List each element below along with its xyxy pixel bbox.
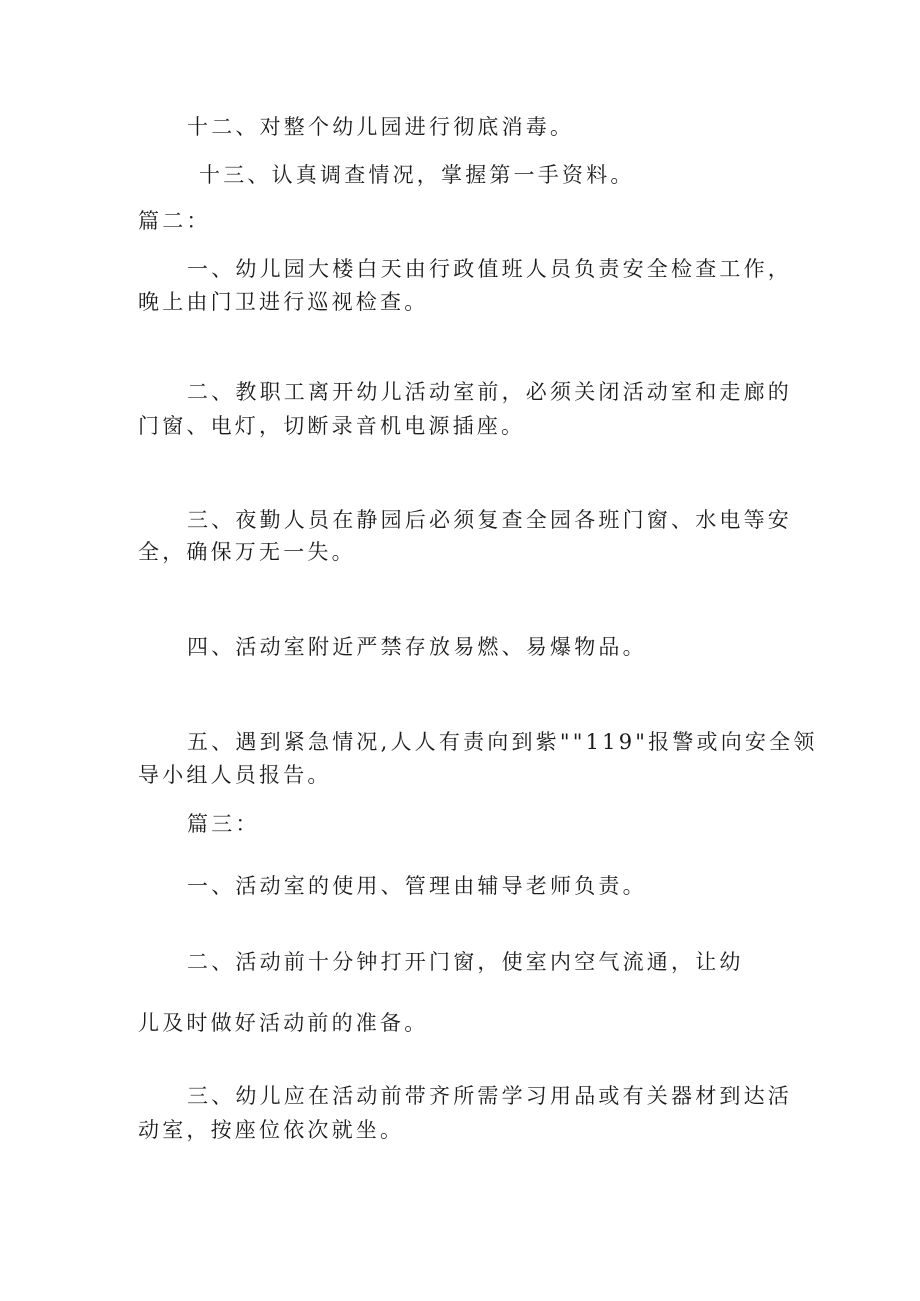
s2-item-3-line-1: 三、夜勤人员在静园后必须复查全园各班门窗、水电等安 — [187, 508, 792, 532]
s3-item-3-line-1: 三、幼儿应在活动前带齐所需学习用品或有关器材到达活 — [187, 1084, 792, 1108]
s2-item-3-line-2: 全，确保万无一失。 — [138, 540, 356, 564]
s3-item-2-line-2: 儿及时做好活动前的准备。 — [138, 1011, 429, 1035]
s3-item-3-line-2: 动室，按座位依次就坐。 — [138, 1118, 405, 1142]
s2-item-5-line-2: 导小组人员报告。 — [138, 763, 332, 787]
section-heading-3: 篇三： — [187, 812, 260, 836]
s2-item-1-line-1: 一、幼儿园大楼白天由行政值班人员负责安全检查工作， — [187, 257, 792, 281]
section-heading-2: 篇二： — [138, 209, 211, 233]
item-12: 十二、对整个幼儿园进行彻底消毒。 — [187, 115, 575, 139]
s2-item-2-line-2: 门窗、电灯，切断录音机电源插座。 — [138, 414, 526, 438]
s3-item-2-line-1: 二、活动前十分钟打开门窗，使室内空气流通，让幼 — [187, 950, 744, 974]
s3-item-1: 一、活动室的使用、管理由辅导老师负责。 — [187, 874, 647, 898]
s2-item-1-line-2: 晚上由门卫进行巡视检查。 — [138, 290, 429, 314]
s2-item-4: 四、活动室附近严禁存放易燃、易爆物品。 — [187, 635, 647, 659]
s2-item-5-line-1: 五、遇到紧急情况,人人有责向到紫""119"报警或向安全领 — [187, 730, 818, 754]
s2-item-2-line-1: 二、教职工离开幼儿活动室前，必须关闭活动室和走廊的 — [187, 380, 792, 404]
item-13: 十三、认真调查情况，掌握第一手资料。 — [199, 163, 635, 187]
